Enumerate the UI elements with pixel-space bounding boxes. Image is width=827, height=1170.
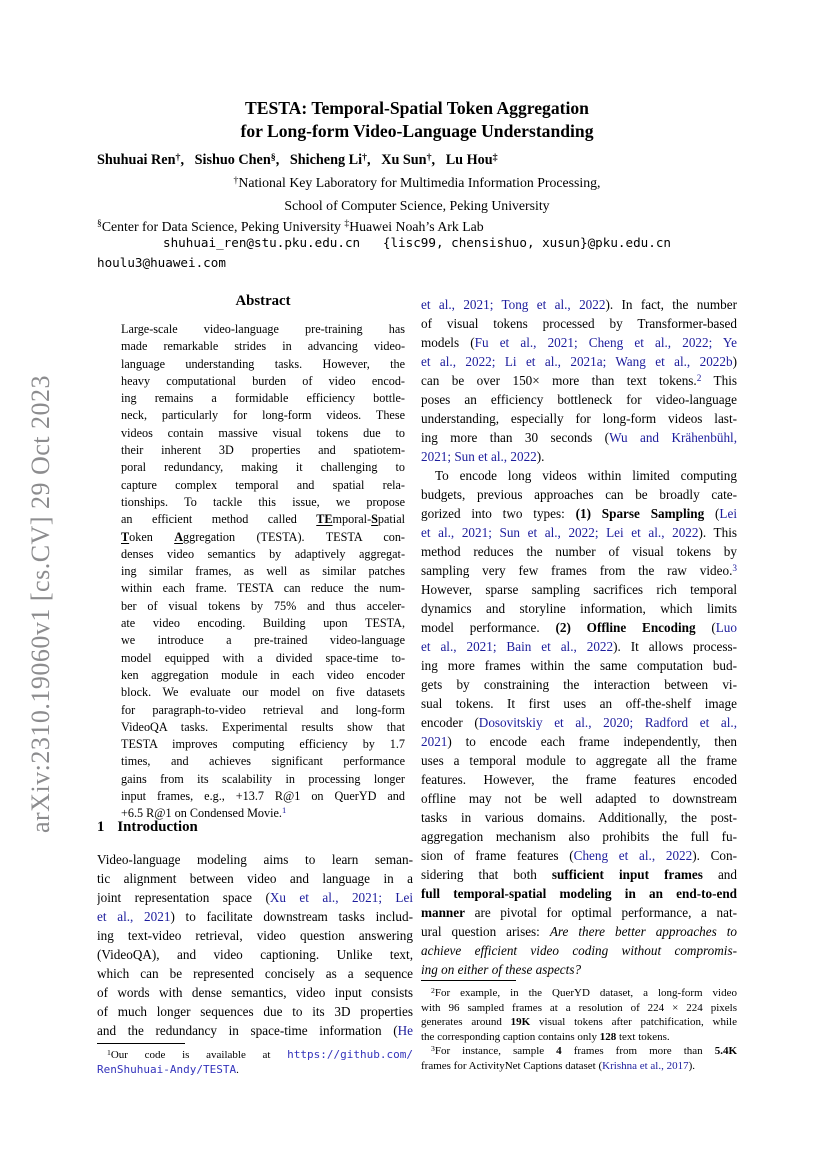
text-line: Shuhuai Ren†, Sishuo Chen§, Shicheng Li†, Xu Sun†, Lu Hou‡ xyxy=(97,151,498,168)
italic-text: ing on either of these aspects? xyxy=(421,962,582,977)
citation-link[interactable]: et al., 2021; Bain et al., 2022 xyxy=(421,639,614,654)
right-column-body xyxy=(421,295,737,979)
text-line: frames for ActivityNet Captions dataset (Krishna et al., 2017). xyxy=(421,1059,696,1072)
intro-heading xyxy=(97,819,198,836)
citation-link[interactable]: Krishna et al., 2017 xyxy=(602,1059,689,1072)
superscript-mark: § xyxy=(270,151,276,163)
citation-link[interactable]: 2021 xyxy=(421,734,448,749)
text-line: (VideoQA), and video captioning. Unlike text, xyxy=(97,947,413,962)
text-line: features. However, the frame features encoded xyxy=(421,772,737,787)
underlined-initial: T xyxy=(121,529,130,544)
text-line: the corresponding caption contains only 128 text tokens. xyxy=(421,1030,670,1043)
text-line: RenShuhuai-Andy/TESTA. xyxy=(97,1062,239,1076)
citation-link[interactable]: Lei xyxy=(719,506,737,521)
text-line: model equipped with a divided space-time to- xyxy=(121,650,405,665)
text-line: we introduce a pre-trained video-language xyxy=(121,633,405,648)
text-line: dynamics and storyline information, which limits xyxy=(421,601,737,616)
text-line: $^2$For example, in the QuerYD dataset, a long-form video xyxy=(431,986,737,999)
text-line: ing more frames within the same computation bud- xyxy=(421,658,737,673)
text-line: ing remains a formidable efficiency bottle- xyxy=(121,391,405,406)
text-line: 2021) to encode each frame independently, then xyxy=(421,734,737,749)
text-line: et al., 2021; Bain et al., 2022). It allows process- xyxy=(421,639,737,654)
citation-link[interactable]: Luo xyxy=(715,620,737,635)
text-line: model performance. (2) Offline Encoding (Luo xyxy=(421,620,737,635)
superscript-mark: 1 xyxy=(107,1048,111,1057)
title-line-1: TESTA: Temporal-Spatial Token Aggregation xyxy=(245,98,589,118)
text-line: capture complex temporal and spatial rela- xyxy=(121,477,405,492)
text-line xyxy=(421,941,737,960)
text-line: block. We evaluate our model on five datasets xyxy=(121,685,405,700)
text-line: uses a temporal module to aggregate all the frame xyxy=(421,753,737,768)
text-line: generates around 19K visual tokens after patchification, while xyxy=(421,1016,737,1029)
footnote-ref[interactable]: 1 xyxy=(281,805,287,816)
citation-link[interactable]: et al., 2021; Sun et al., 2022; Lei et al., 2022 xyxy=(421,525,699,540)
superscript-mark: § xyxy=(97,218,102,230)
citation-link[interactable]: et al., 2022; Li et al., 2021a; Wang et al., 2022b xyxy=(421,354,733,369)
intro-body xyxy=(97,850,413,1040)
footnotes-left xyxy=(97,1048,413,1077)
text-line: poral redundancy, making it challenging to xyxy=(121,460,405,475)
footnote-rule-right xyxy=(421,980,516,981)
text-line: To encode long videos within limited computing xyxy=(435,468,737,483)
url-link[interactable]: RenShuhuai-Andy/TESTA xyxy=(97,1062,237,1076)
authors-line xyxy=(97,151,737,171)
text-line: times, and achieves significant performance xyxy=(121,754,405,769)
citation-link[interactable]: Wu and Krähenbühl, xyxy=(609,430,737,445)
text-line: et al., 2022; Li et al., 2021a; Wang et al., 2022b) xyxy=(421,354,737,369)
superscript-mark: ‡ xyxy=(344,218,350,230)
text-line: et al., 2021) to facilitate downstream tasks includ- xyxy=(97,909,413,924)
text-line: their inherent 3D properties and spatiotem- xyxy=(121,443,405,458)
text-line: denses video semantics by adaptively aggregat- xyxy=(121,546,405,561)
text-line: $^1$Our code is available at https://github.com/ xyxy=(107,1048,413,1061)
text-line: gains from its scalability in processing longer xyxy=(121,771,405,786)
abstract-body xyxy=(121,321,405,823)
text-line: can be over 150× more than text tokens.$^2$ This xyxy=(421,372,737,388)
text-line: Token Aggregation (TESTA). TESTA con- xyxy=(121,529,405,544)
text-line: with 96 sampled frames at a resolution of 224 × 224 pixels xyxy=(421,1001,737,1014)
text-line: ber of visual tokens by 75% and thus acceler- xyxy=(121,598,405,613)
text-line: understanding, especially for long-form videos last- xyxy=(421,411,737,426)
text-line xyxy=(421,884,737,903)
text-line: Video-language modeling aims to learn seman- xyxy=(97,852,413,867)
footnotes-right xyxy=(421,986,737,1074)
text-line: sion of frame features (Cheng et al., 2022). Con- xyxy=(421,848,737,863)
superscript-mark: † xyxy=(426,151,432,163)
arxiv-watermark: arXiv:2310.19060v1 [cs.CV] 29 Oct 2023 xyxy=(26,374,55,834)
text-line: made remarkable strides in advancing video- xyxy=(121,339,405,354)
text-line: input frames, e.g., +13.7 R@1 on QuerYD and xyxy=(121,789,405,804)
bold-text: (2) Offline Encoding xyxy=(555,620,696,635)
citation-link[interactable]: et al., 2021; Tong et al., 2022 xyxy=(421,297,606,312)
superscript-mark: 3 xyxy=(431,1044,435,1053)
text-line: of much longer sequences due to its 3D properties xyxy=(97,1004,413,1019)
text-line: $^3$For instance, sample 4 frames from more than 5.4K xyxy=(431,1044,737,1058)
bold-text: (1) Sparse Sampling xyxy=(575,506,705,521)
text-line: ing text-video retrieval, video question answering xyxy=(97,928,413,943)
text-line: et al., 2021; Tong et al., 2022). In fact, the number xyxy=(421,297,737,312)
underlined-initial: TE xyxy=(316,512,333,527)
text-line: VideoQA tasks. Experimental results show that xyxy=(121,719,405,734)
text-line: for paragraph-to-video retrieval and long-form xyxy=(121,702,405,717)
text-line: manner are pivotal for optimal performance, a nat- xyxy=(421,905,737,920)
text-line: offline may not be well adapted to downstream xyxy=(421,791,737,806)
affiliations xyxy=(97,173,737,239)
section-number: 1 xyxy=(97,819,105,835)
text-line: within each frame. TESTA can reduce the num- xyxy=(121,581,405,596)
italic-text: achieve efficient video coding without compromis- xyxy=(421,943,737,958)
text-line: ate video encoding. Building upon TESTA, xyxy=(121,616,405,631)
bold-text: 5.4K xyxy=(714,1045,737,1058)
text-line: models (Fu et al., 2021; Cheng et al., 2022; Ye xyxy=(421,335,737,350)
text-line: ing more than 30 seconds (Wu and Krähenbühl, xyxy=(421,430,737,445)
text-line: gets by constraining the interaction between vi- xyxy=(421,677,737,692)
text-line: Large-scale video-language pre-training has xyxy=(121,322,405,336)
title-line-2: for Long-form Video-Language Understanding xyxy=(240,121,594,141)
text-line: ural question arises: Are there better approaches to xyxy=(421,924,737,939)
text-line: of visual tokens processed by Transformer-based xyxy=(421,316,737,331)
bold-text: full temporal-spatial modeling in an end-to-end xyxy=(421,886,737,901)
superscript-mark: † xyxy=(175,151,181,163)
footnote-rule-left xyxy=(97,1043,185,1044)
citation-link[interactable]: Cheng et al., 2022 xyxy=(573,848,693,863)
underlined-initial: A xyxy=(174,529,183,544)
text-line: sual tokens. It first uses an off-the-shelf image xyxy=(421,696,737,711)
text-line: videos contain massive visual tokens due to xyxy=(121,425,405,440)
text-line: an efficient method called TEmporal-Spatial xyxy=(121,512,405,527)
bold-text: sufficient input frames xyxy=(551,867,703,882)
text-line: TESTA improves computing efficiency by 1.7 xyxy=(121,737,405,752)
text-line: heavy computational burden of video encod- xyxy=(121,373,405,388)
footnote-ref[interactable]: 3 xyxy=(732,562,737,573)
bold-text: 19K xyxy=(510,1016,531,1029)
text-line: †National Key Laboratory for Multimedia Information Processing, xyxy=(233,174,601,190)
text-line: budgets, previous approaches can be broadly cate- xyxy=(421,487,737,502)
text-line: sampling very few frames from the raw video.$^3$ xyxy=(421,562,737,578)
text-line: However, sparse sampling sacrifices rich temporal xyxy=(421,582,737,597)
citation-link[interactable]: 2021; Sun et al., 2022 xyxy=(421,449,537,464)
bold-text: 4 xyxy=(556,1045,562,1058)
citation-link[interactable]: Fu et al., 2021; Cheng et al., 2022; Ye xyxy=(474,335,737,350)
text-line: tionships. To tackle this issue, we propose xyxy=(121,494,405,509)
citation-link[interactable]: Dosovitskiy et al., 2020; Radford et al., xyxy=(478,715,737,730)
footnote-ref[interactable]: 2 xyxy=(696,372,702,383)
text-line: +6.5 R@1 on Condensed Movie.$^1$ xyxy=(121,805,287,821)
text-line: aggregation mechanism also prohibits the full fu- xyxy=(421,829,737,844)
text-line: tasks in various domains. Additionally, the post- xyxy=(421,810,737,825)
url-link[interactable]: https://github.com/ xyxy=(287,1048,413,1061)
text-line: sidering that both sufficient input frames and xyxy=(421,867,737,882)
bold-text: manner xyxy=(421,905,465,920)
text-line: gorized into two types: (1) Sparse Sampling (Lei xyxy=(421,506,737,521)
citation-link[interactable]: et al., 2021 xyxy=(97,909,171,924)
text-line: and the redundancy in space-time information (He xyxy=(97,1023,413,1038)
paper-title xyxy=(97,97,737,143)
text-line: method reduces the number of visual tokens by xyxy=(421,544,737,559)
text-line: houlu3@huawei.com xyxy=(97,255,226,270)
citation-link[interactable]: Xu et al., 2021; Lei xyxy=(269,890,413,905)
text-line xyxy=(421,960,737,979)
text-line: language understanding tasks. However, the xyxy=(121,356,405,371)
text-line: ing similar frames, as well as similar patches xyxy=(121,564,405,579)
text-line: shuhuai_ren@stu.pku.edu.cn {lisc99, chensishuo, xusun}@pku.edu.cn xyxy=(163,235,671,250)
text-line: et al., 2021; Sun et al., 2022; Lei et al., 2022). This xyxy=(421,525,737,540)
text-line: 2021; Sun et al., 2022). xyxy=(421,449,545,464)
text-line: of words with dense semantics, video input consists xyxy=(97,985,413,1000)
underlined-initial: S xyxy=(371,512,378,527)
superscript-mark: † xyxy=(362,151,368,163)
text-line: joint representation space (Xu et al., 2021; Lei xyxy=(97,890,413,905)
text-line: neck, particularly for long-form videos. These xyxy=(121,408,405,423)
bold-text: 128 xyxy=(599,1030,617,1043)
text-line: School of Computer Science, Peking University xyxy=(284,197,550,213)
text-line: tic alignment between video and language in a xyxy=(97,871,413,886)
text-line: poses an efficiency bottleneck for video-language xyxy=(421,392,737,407)
superscript-mark: † xyxy=(233,174,239,186)
text-line: which can be represented concisely as a sequence xyxy=(97,966,413,981)
email-lines xyxy=(97,233,737,273)
superscript-mark: ‡ xyxy=(492,151,498,163)
citation-link[interactable]: He xyxy=(397,1023,413,1038)
italic-text: Are there better approaches to xyxy=(549,924,737,939)
abstract-heading: Abstract xyxy=(235,293,291,309)
section-title: Introduction xyxy=(117,819,198,835)
text-line: ken aggregation module in each video encoder xyxy=(121,667,405,682)
text-line: encoder (Dosovitskiy et al., 2020; Radford et al., xyxy=(421,715,737,730)
superscript-mark: 2 xyxy=(431,986,435,995)
text-line: §Center for Data Science, Peking University ‡Huawei Noah’s Ark Lab xyxy=(97,218,484,234)
